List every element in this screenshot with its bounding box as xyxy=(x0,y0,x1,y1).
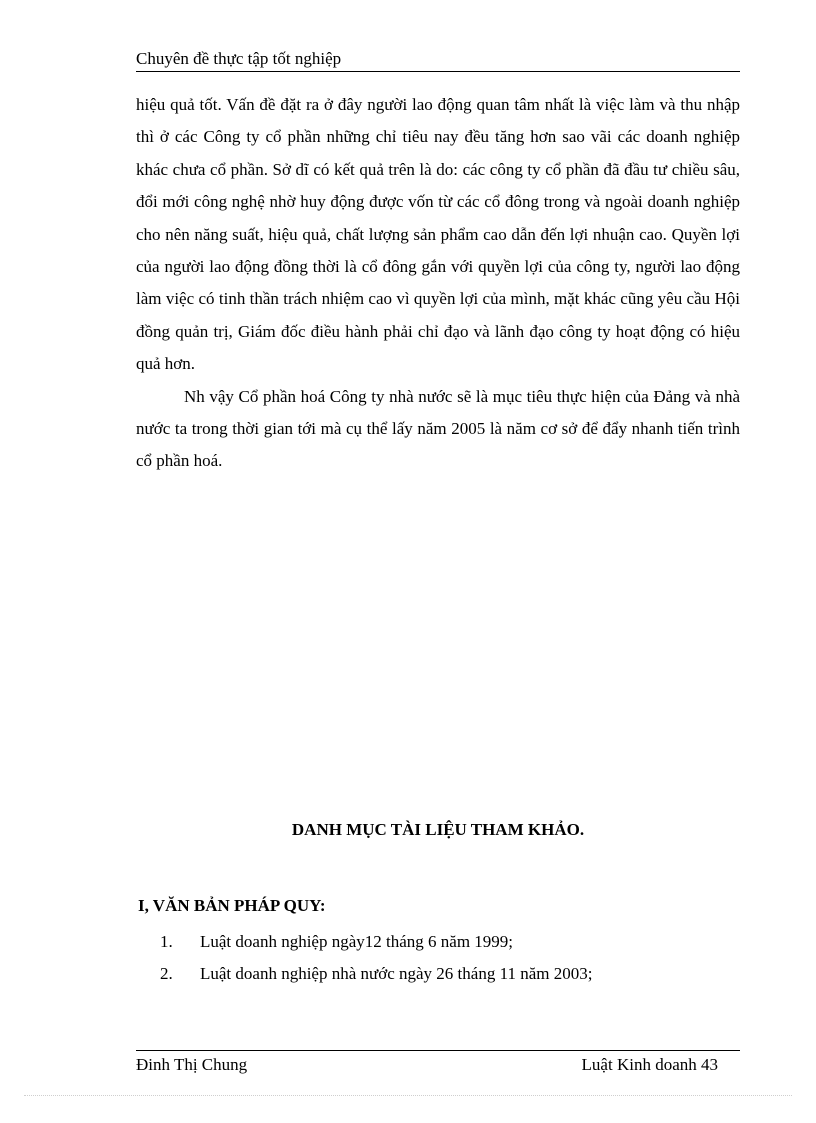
body-text xyxy=(136,89,740,478)
footer-divider xyxy=(136,1050,740,1051)
body-paragraph: hiệu quả tốt. Vấn đề đặt ra ở đây người lao động quan tâm nhất là việc làm và thu nhập thì ở các Công ty cổ phần những chỉ tiêu nay đều tăng hơn sao vãi các doanh nghiệp khác chưa cổ phần. Sở dĩ có kết quả trên là do: các công ty cổ phần đã đầu tư chiều sâu, đổi mới công nghệ nhờ huy động được vốn từ các cổ đông trong và ngoài doanh nghiệp cho nên năng suất, hiệu quả, chất lượng sản phẩm cao dẫn đến lợi nhuận cao. Quyền lợi của người lao động đồng thời là cổ đông gắn với quyền lợi của công ty, người lao động làm việc có tinh thần trách nhiệm cao vì quyền lợi của mình, mặt khác cũng yêu cầu Hội đồng quản trị, Giám đốc điều hành phải chỉ đạo và lãnh đạo công ty hoạt động có hiệu quả hơn. xyxy=(136,95,740,374)
page-header xyxy=(136,48,740,72)
footer-course-page: Luật Kinh doanh 43 xyxy=(581,1055,718,1074)
list-item-number: 1. xyxy=(160,932,173,951)
references-title: DANH MỤC TÀI LIỆU THAM KHẢO. xyxy=(291,820,585,839)
header-title: Chuyên đề thực tập tốt nghiệp xyxy=(136,49,342,68)
list-item-text: Luật doanh nghiệp nhà nước ngày 26 tháng 11 năm 2003; xyxy=(200,964,593,983)
reference-list xyxy=(136,926,740,990)
body-paragraph: Nh vậy Cổ phần hoá Công ty nhà nước sẽ là mục tiêu thực hiện của Đảng và nhà nước ta trong thời gian tới mà cụ thể lấy năm 2005 là năm cơ sở để đẩy nhanh tiến trình cổ phần hoá. xyxy=(136,386,740,471)
list-item-text: Luật doanh nghiệp ngày12 tháng 6 năm 1999; xyxy=(200,932,514,951)
section-title: I, VĂN BẢN PHÁP QUY: xyxy=(138,896,326,915)
list-item xyxy=(136,926,740,958)
list-item-number: 2. xyxy=(160,964,173,983)
page-bottom-edge xyxy=(24,1095,792,1096)
page-footer xyxy=(136,1054,718,1076)
footer-author: Đinh Thị Chung xyxy=(136,1055,248,1074)
list-item xyxy=(136,958,740,990)
